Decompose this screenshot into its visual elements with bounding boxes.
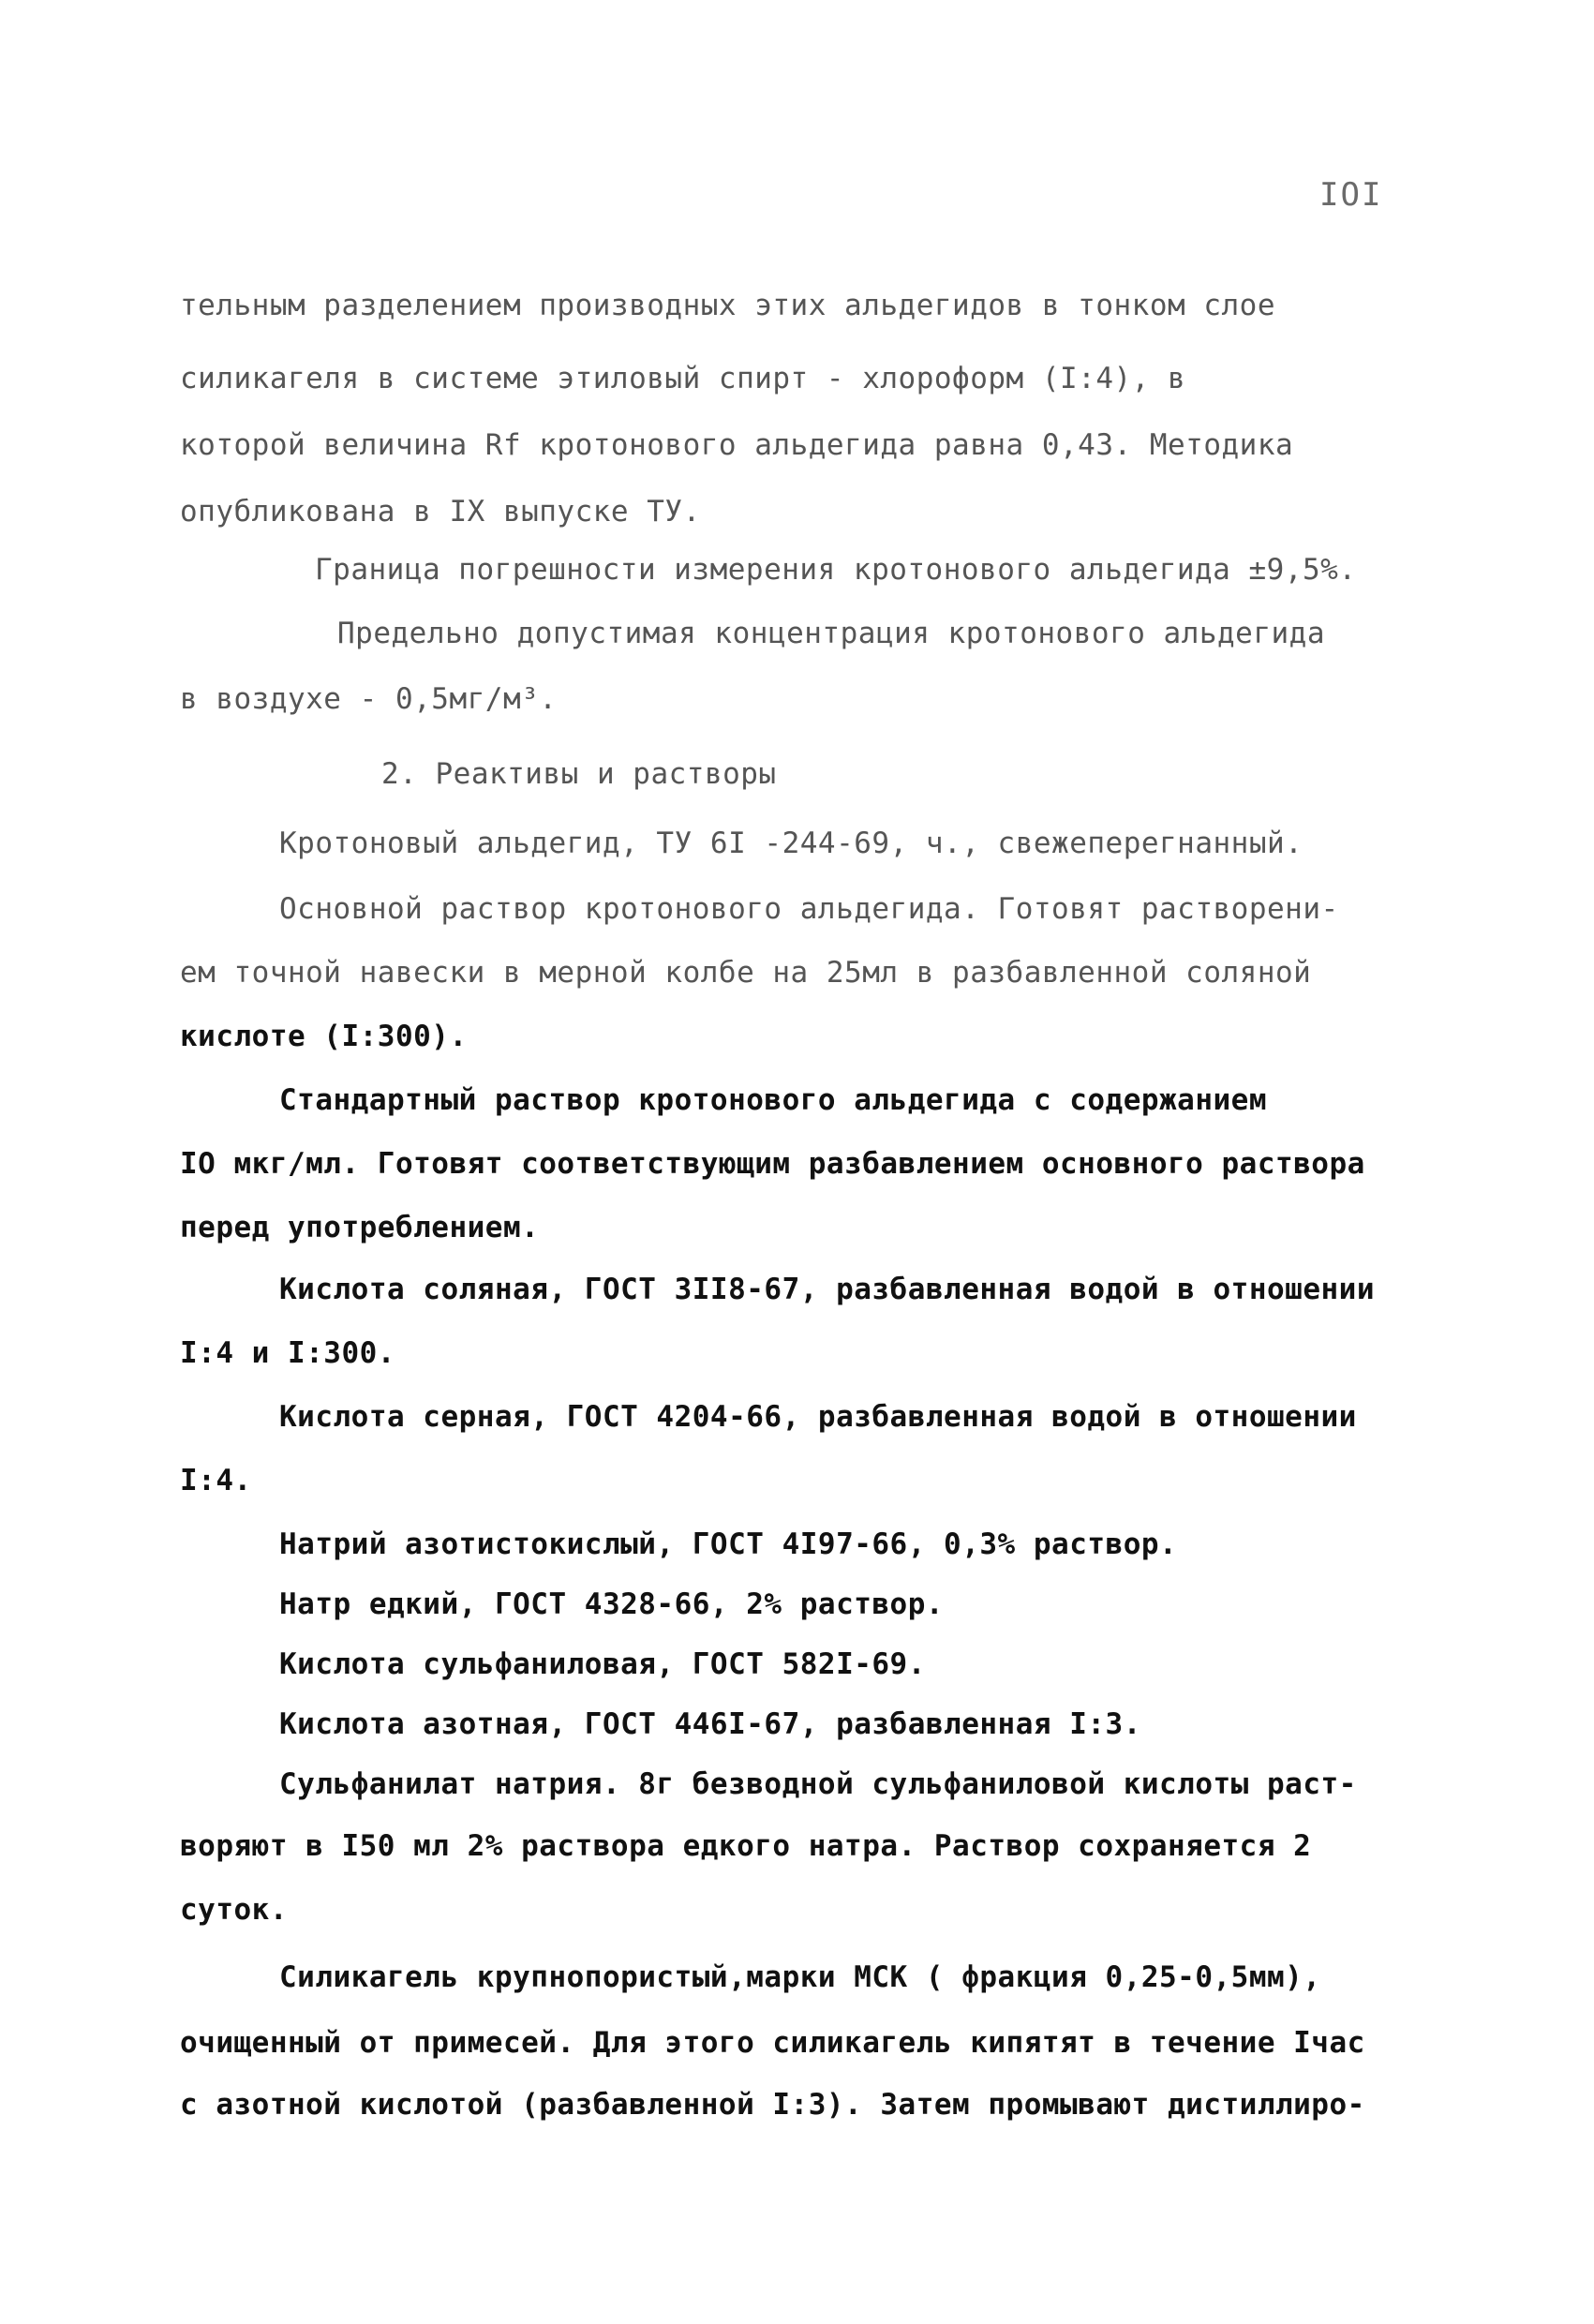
text-line-1: тельным разделением производных этих альдегидов в тонком слое: [180, 289, 1275, 322]
text-line-25: воряют в I50 мл 2% раствора едкого натра. Раствор сохраняется 2: [180, 1829, 1312, 1863]
text-line-6: Предельно допустимая концентрация кротонового альдегида: [337, 617, 1325, 650]
text-line-14: IO мкг/мл. Готовят соответствующим разбавлением основного раствора: [180, 1147, 1365, 1181]
text-line-28: очищенный от примесей. Для этого силикагель кипятят в течение Iчас: [180, 2026, 1365, 2060]
text-line-2: силикагеля в системе этиловый спирт - хлороформ (I:4), в: [180, 362, 1186, 395]
text-line-27: Силикагель крупнопористый,марки МСК ( фракция 0,25-0,5мм),: [279, 1960, 1321, 1994]
text-line-10: Основной раствор кротонового альдегида. Готовят растворени-: [279, 892, 1339, 926]
text-line-16: Кислота соляная, ГОСТ 3II8-67, разбавленная водой в отношении: [279, 1273, 1375, 1306]
text-line-22: Кислота сульфаниловая, ГОСТ 582I-69.: [279, 1647, 926, 1681]
text-line-26: суток.: [180, 1893, 288, 1927]
text-line-11: ем точной навески в мерной колбе на 25мл в разбавленной соляной: [180, 956, 1312, 990]
text-line-23: Кислота азотная, ГОСТ 446I-67, разбавленная I:3.: [279, 1707, 1141, 1741]
text-line-12: кислоте (I:300).: [180, 1020, 468, 1053]
text-line-24: Сульфанилат натрия. 8г безводной сульфаниловой кислоты раст-: [279, 1767, 1357, 1801]
text-line-18: Кислота серная, ГОСТ 4204-66, разбавленная водой в отношении: [279, 1400, 1357, 1434]
text-line-15: перед употреблением.: [180, 1211, 540, 1244]
text-line-20: Натрий азотистокислый, ГОСТ 4I97-66, 0,3% раствор.: [279, 1527, 1178, 1561]
text-line-7: в воздухе - 0,5мг/м³.: [180, 682, 558, 716]
page-number: IOI: [1319, 176, 1383, 214]
text-line-29: с азотной кислотой (разбавленной I:3). Затем промывают дистиллиро-: [180, 2088, 1365, 2122]
text-line-4: опубликована в IX выпуске ТУ.: [180, 495, 701, 529]
text-line-21: Натр едкий, ГОСТ 4328-66, 2% раствор.: [279, 1587, 945, 1621]
text-line-19: I:4.: [180, 1464, 252, 1497]
text-line-3: которой величина Rf кротонового альдегида равна 0,43. Методика: [180, 428, 1294, 462]
text-line-9: Кротоновый альдегид, ТУ 6I -244-69, ч., свежеперегнанный.: [279, 827, 1304, 860]
section-heading: 2. Реактивы и растворы: [381, 757, 777, 791]
text-line-13: Стандартный раствор кротонового альдегида с содержанием: [279, 1083, 1267, 1117]
text-line-5: Граница погрешности измерения кротонового альдегида ±9,5%.: [315, 553, 1357, 587]
text-line-17: I:4 и I:300.: [180, 1336, 395, 1370]
